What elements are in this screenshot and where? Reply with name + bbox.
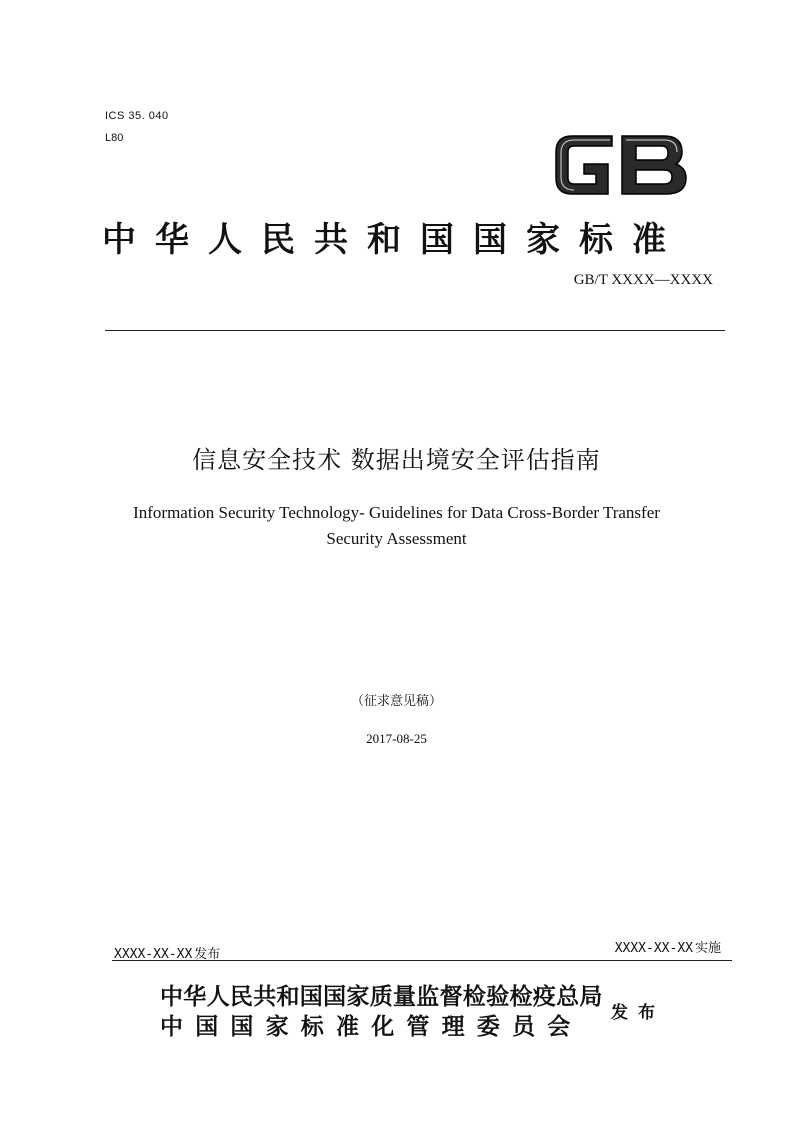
ccs-code: L80	[105, 132, 124, 144]
publish-label: 发布	[194, 947, 221, 962]
issuer-sac: 中国国家标准化管理委员会	[160, 1014, 583, 1040]
document-title-en-line2: Security Assessment	[326, 529, 467, 548]
ics-code: ICS 35. 040	[105, 110, 169, 122]
document-title-cn: 信息安全技术 数据出境安全评估指南	[192, 446, 601, 474]
implement-date-value: XXXX-XX-XX	[614, 941, 693, 956]
implement-date	[615, 937, 721, 956]
draft-status: （征求意见稿）	[350, 694, 442, 709]
issue-word: 发布	[611, 1003, 665, 1023]
footer-divider	[112, 960, 732, 961]
issuer-aqsiq: 中华人民共和国国家质量监督检验检疫总局	[160, 984, 603, 1010]
standard-category-title: 中华人民共和国国家标准	[102, 220, 685, 260]
header-divider	[105, 330, 725, 331]
draft-date: 2017-08-25	[366, 731, 427, 746]
document-title-en	[90, 500, 703, 552]
gb-logo	[552, 130, 692, 200]
implement-label: 实施	[694, 941, 721, 956]
document-title-en-line1: Information Security Technology- Guidelines for Data Cross-Border Transfer	[133, 503, 660, 522]
publish-date-value: XXXX-XX-XX	[114, 947, 193, 962]
standard-number: GB/T XXXX—XXXX	[573, 272, 713, 288]
